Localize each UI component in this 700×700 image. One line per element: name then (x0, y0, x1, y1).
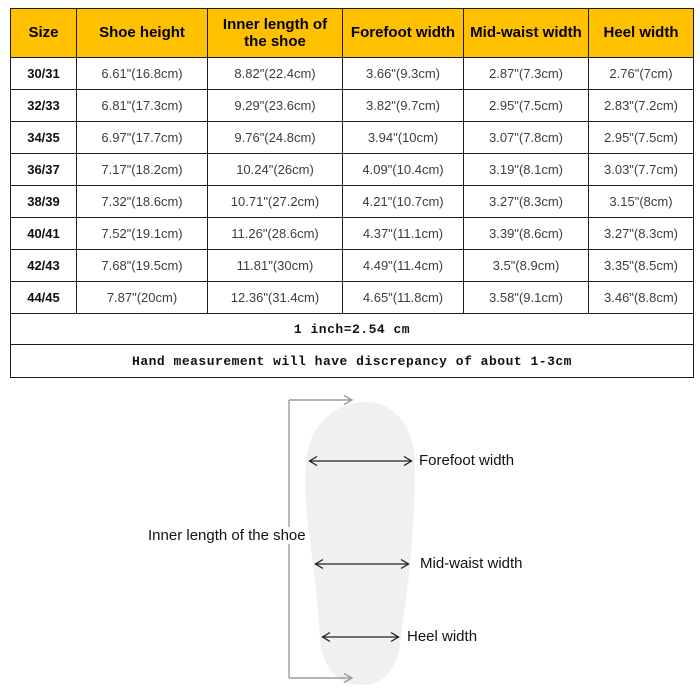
column-header-3: Forefoot width (343, 9, 464, 58)
value-cell: 3.35"(8.5cm) (589, 250, 694, 282)
value-cell: 7.52"(19.1cm) (77, 218, 208, 250)
header-row (11, 9, 694, 58)
value-cell: 3.19"(8.1cm) (464, 154, 589, 186)
value-cell: 9.29"(23.6cm) (208, 90, 343, 122)
forefoot-width-label: Forefoot width (419, 452, 515, 469)
value-cell: 3.27"(8.3cm) (589, 218, 694, 250)
value-cell: 4.21"(10.7cm) (343, 186, 464, 218)
value-cell: 2.76"(7cm) (589, 58, 694, 90)
table-row (11, 90, 694, 122)
table-row (11, 218, 694, 250)
measurement-discrepancy-note: Hand measurement will have discrepancy of about 1-3cm (11, 345, 694, 378)
size-cell: 38/39 (11, 186, 77, 218)
value-cell: 3.94"(10cm) (343, 122, 464, 154)
value-cell: 4.37"(11.1cm) (343, 218, 464, 250)
value-cell: 9.76"(24.8cm) (208, 122, 343, 154)
value-cell: 4.09"(10.4cm) (343, 154, 464, 186)
insole-shape (305, 402, 415, 685)
size-cell: 36/37 (11, 154, 77, 186)
table-row (11, 122, 694, 154)
value-cell: 10.24"(26cm) (208, 154, 343, 186)
table-row (11, 58, 694, 90)
size-cell: 30/31 (11, 58, 77, 90)
inner-length-label: Inner length of the shoe (148, 527, 306, 544)
mid-waist-width-label: Mid-waist width (420, 555, 523, 572)
value-cell: 2.83"(7.2cm) (589, 90, 694, 122)
column-header-4: Mid-waist width (464, 9, 589, 58)
column-header-0: Size (11, 9, 77, 58)
table-body (11, 58, 694, 378)
heel-width-label: Heel width (407, 628, 478, 645)
table-row (11, 250, 694, 282)
value-cell: 3.66"(9.3cm) (343, 58, 464, 90)
table-row (11, 282, 694, 314)
size-cell: 44/45 (11, 282, 77, 314)
note-row (11, 314, 694, 345)
value-cell: 7.68"(19.5cm) (77, 250, 208, 282)
size-cell: 32/33 (11, 90, 77, 122)
value-cell: 3.39"(8.6cm) (464, 218, 589, 250)
value-cell: 3.03"(7.7cm) (589, 154, 694, 186)
value-cell: 3.07"(7.8cm) (464, 122, 589, 154)
value-cell: 3.5"(8.9cm) (464, 250, 589, 282)
size-cell: 34/35 (11, 122, 77, 154)
value-cell: 2.95"(7.5cm) (589, 122, 694, 154)
table-row (11, 186, 694, 218)
value-cell: 6.61"(16.8cm) (77, 58, 208, 90)
value-cell: 11.26"(28.6cm) (208, 218, 343, 250)
size-cell: 40/41 (11, 218, 77, 250)
value-cell: 3.58"(9.1cm) (464, 282, 589, 314)
column-header-5: Heel width (589, 9, 694, 58)
note-row (11, 345, 694, 378)
value-cell: 7.17"(18.2cm) (77, 154, 208, 186)
inch-conversion-note: 1 inch=2.54 cm (11, 314, 694, 345)
column-header-1: Shoe height (77, 9, 208, 58)
size-table (10, 8, 694, 378)
value-cell: 6.81"(17.3cm) (77, 90, 208, 122)
measurement-diagram (0, 390, 700, 700)
size-cell: 42/43 (11, 250, 77, 282)
value-cell: 4.65"(11.8cm) (343, 282, 464, 314)
value-cell: 10.71"(27.2cm) (208, 186, 343, 218)
value-cell: 6.97"(17.7cm) (77, 122, 208, 154)
value-cell: 2.95"(7.5cm) (464, 90, 589, 122)
value-cell: 11.81"(30cm) (208, 250, 343, 282)
value-cell: 12.36"(31.4cm) (208, 282, 343, 314)
column-header-2: Inner length of the shoe (208, 9, 343, 58)
value-cell: 3.15"(8cm) (589, 186, 694, 218)
value-cell: 2.87"(7.3cm) (464, 58, 589, 90)
value-cell: 4.49"(11.4cm) (343, 250, 464, 282)
value-cell: 3.82"(9.7cm) (343, 90, 464, 122)
table-row (11, 154, 694, 186)
value-cell: 7.32"(18.6cm) (77, 186, 208, 218)
value-cell: 7.87"(20cm) (77, 282, 208, 314)
value-cell: 3.46"(8.8cm) (589, 282, 694, 314)
value-cell: 3.27"(8.3cm) (464, 186, 589, 218)
value-cell: 8.82"(22.4cm) (208, 58, 343, 90)
